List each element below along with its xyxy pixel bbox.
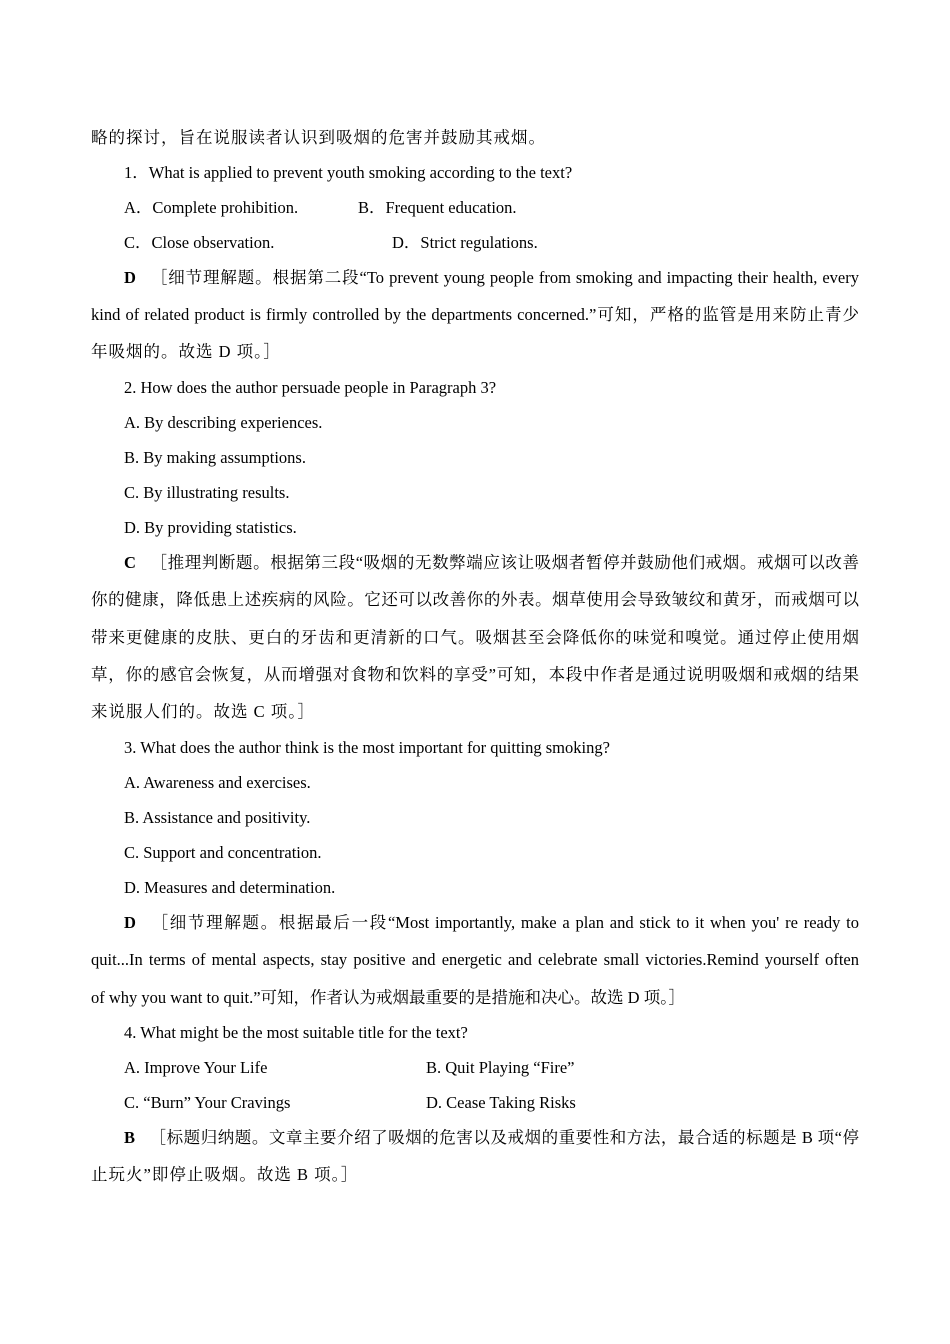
q1-explanation-line2: kind of related product is firmly controlled by the departments concerned.”可知，严格的监管是用来防止青少 (91, 305, 859, 324)
q1-answer: D (124, 268, 136, 287)
q2-question: 2. How does the author persuade people in Paragraph 3? (124, 378, 497, 397)
q2-explanation-line1 (124, 553, 859, 573)
q4-option-b: B. Quit Playing “Fire” (426, 1058, 575, 1077)
q4-explanation-line1 (124, 1128, 859, 1148)
q4-answer: B (124, 1128, 136, 1147)
q3-option-b: B. Assistance and positivity. (124, 808, 311, 827)
q1-option-c: C．Close observation. (124, 233, 275, 252)
q2-explanation-line4: 草，你的感官会恢复，从而增强对食物和饮料的享受”可知，本段中作者是通过说明吸烟和戒烟的结果 (91, 665, 859, 684)
q2-explanation-line5: 来说服人们的。故选 C 项。］ (91, 702, 316, 721)
q2-option-d: D. By providing statistics. (124, 518, 297, 537)
q4-explanation-line2: 止玩火”即停止吸烟。故选 B 项。］ (91, 1165, 359, 1184)
q3-answer: D (124, 913, 136, 932)
q2-answer: C (124, 553, 136, 572)
q3-explanation-line2: quit...In terms of mental aspects, stay positive and energetic and celebrate small victories.Remind yourself often (91, 950, 859, 969)
q1-explanation-line3: 年吸烟的。故选 D 项。］ (91, 342, 281, 361)
q1-option-a: A．Complete prohibition. (124, 198, 299, 217)
intro-tail: 略的探讨，旨在说服读者认识到吸烟的危害并鼓励其戒烟。 (91, 128, 546, 147)
q4-explanation-text1: ［标题归纳题。文章主要介绍了吸烟的危害以及戒烟的重要性和方法，最合适的标题是 B 项“停 (149, 1128, 859, 1147)
q2-option-b: B. By making assumptions. (124, 448, 306, 467)
q2-option-a: A. By describing experiences. (124, 413, 323, 432)
q1-explanation-line1 (124, 268, 859, 288)
q3-explanation-text1: ［细节理解题。根据最后一段“Most importantly, make a plan and stick to it when you' re ready to (149, 913, 859, 932)
q4-question: 4. What might be the most suitable title for the text? (124, 1023, 468, 1042)
q2-explanation-line2: 你的健康，降低患上述疾病的风险。它还可以改善你的外表。烟草使用会导致皱纹和黄牙，而戒烟可以 (91, 590, 859, 609)
q2-explanation-line3: 带来更健康的皮肤、更白的牙齿和更清新的口气。吸烟甚至会降低你的味觉和嗅觉。通过停止使用烟 (91, 628, 859, 647)
q1-explanation-text1: ［细节理解题。根据第二段“To prevent young people from smoking and impacting their health, every (149, 268, 859, 287)
q3-question: 3. What does the author think is the most important for quitting smoking? (124, 738, 610, 757)
q4-option-a: A. Improve Your Life (124, 1058, 268, 1077)
q3-explanation-line1 (124, 913, 859, 933)
q2-explanation-text1: ［推理判断题。根据第三段“吸烟的无数弊端应该让吸烟者暂停并鼓励他们戒烟。戒烟可以改善 (149, 553, 859, 572)
q1-option-d: D．Strict regulations. (392, 233, 538, 252)
q2-option-c: C. By illustrating results. (124, 483, 290, 502)
q3-option-d: D. Measures and determination. (124, 878, 336, 897)
q3-option-c: C. Support and concentration. (124, 843, 322, 862)
q1-question: 1．What is applied to prevent youth smoking according to the text? (124, 163, 573, 182)
q4-option-d: D. Cease Taking Risks (426, 1093, 576, 1112)
q3-option-a: A. Awareness and exercises. (124, 773, 311, 792)
q1-option-b: B．Frequent education. (358, 198, 517, 217)
q3-explanation-line3: of why you want to quit.”可知，作者认为戒烟最重要的是措施和决心。故选 D 项。］ (91, 988, 685, 1007)
q4-option-c: C. “Burn” Your Cravings (124, 1093, 291, 1112)
